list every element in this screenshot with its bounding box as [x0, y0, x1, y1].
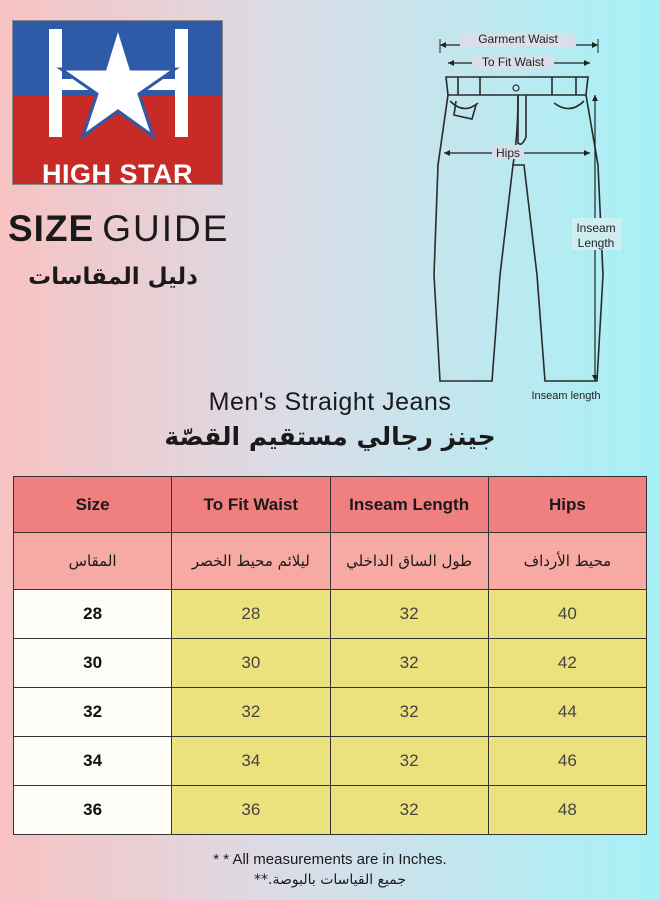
header-row-arabic [14, 533, 647, 590]
size-cell: 34 [14, 737, 172, 786]
waist-cell: 28 [172, 590, 330, 639]
waist-cell: 36 [172, 786, 330, 835]
header-hips: Hips [488, 477, 646, 533]
product-title-arabic: جينز رجالي مستقيم القصّة [164, 422, 496, 451]
waist-cell: 30 [172, 639, 330, 688]
hips-cell: 40 [488, 590, 646, 639]
inseam-label-line1: Inseam [576, 221, 616, 235]
size-cell: 36 [14, 786, 172, 835]
garment-waist-label: Garment Waist [478, 32, 558, 46]
header-inseam-length: Inseam Length [330, 477, 488, 533]
page-title [8, 208, 229, 250]
hips-cell: 42 [488, 639, 646, 688]
high-star-logo [12, 20, 223, 185]
table-row [14, 590, 647, 639]
hips-cell: 46 [488, 737, 646, 786]
title-guide: GUIDE [102, 208, 230, 249]
header-size-ar: المقاس [14, 533, 172, 590]
inseam-length-bottom-label: Inseam length [531, 390, 601, 402]
brand-name: HIGH STAR [42, 159, 193, 185]
hips-cell: 48 [488, 786, 646, 835]
product-title: Men's Straight Jeans [208, 388, 452, 416]
header-inseam-length-ar: طول الساق الداخلي [330, 533, 488, 590]
table-row [14, 737, 647, 786]
header-row [14, 477, 647, 533]
waist-cell: 34 [172, 737, 330, 786]
size-cell: 30 [14, 639, 172, 688]
inseam-cell: 32 [330, 590, 488, 639]
hips-cell: 44 [488, 688, 646, 737]
size-cell: 32 [14, 688, 172, 737]
header-to-fit-waist: To Fit Waist [172, 477, 330, 533]
inseam-cell: 32 [330, 786, 488, 835]
waist-cell: 32 [172, 688, 330, 737]
measurement-note-arabic: جميع القياسات بالبوصة.** [254, 872, 406, 888]
jeans-measurement-diagram [420, 25, 650, 405]
header-to-fit-waist-ar: ليلائم محيط الخصر [172, 533, 330, 590]
size-cell: 28 [14, 590, 172, 639]
inseam-cell: 32 [330, 737, 488, 786]
inseam-cell: 32 [330, 688, 488, 737]
inseam-label-line2: Length [577, 236, 615, 250]
size-table [13, 476, 647, 835]
table-row [14, 688, 647, 737]
hips-label: Hips [495, 146, 521, 160]
measurement-note: * * All measurements are in Inches. [213, 851, 447, 868]
title-arabic: دليل المقاسات [28, 264, 198, 290]
title-size: SIZE [8, 208, 95, 249]
header-hips-ar: محيط الأرداف [488, 533, 646, 590]
header-size: Size [14, 477, 172, 533]
to-fit-waist-label: To Fit Waist [481, 55, 545, 69]
inseam-cell: 32 [330, 639, 488, 688]
table-row [14, 639, 647, 688]
table-row [14, 786, 647, 835]
